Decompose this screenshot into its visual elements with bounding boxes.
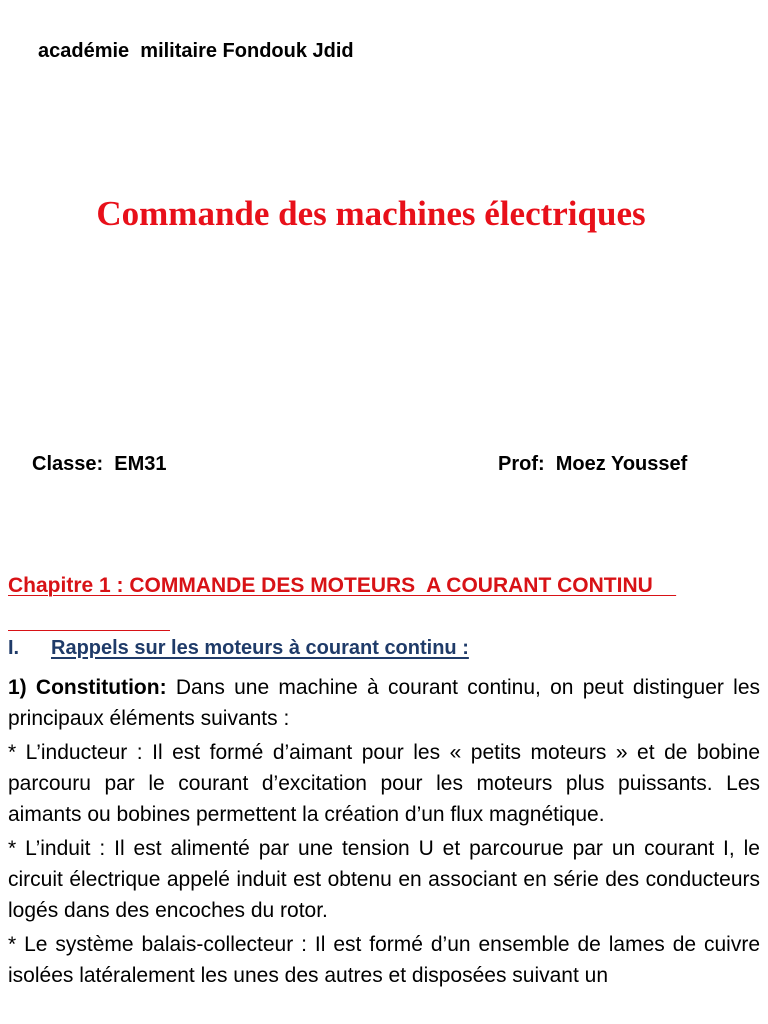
section-heading: Rappels sur les moteurs à courant continu : — [51, 637, 469, 659]
body-text — [8, 672, 760, 991]
chapter-divider — [8, 630, 170, 631]
institution-name: académie militaire Fondouk Jdid — [38, 40, 354, 62]
inducteur-paragraph: * L’inducteur : Il est formé d’aimant pour les « petits moteurs » et de bobine parcouru par le courant d’excitation pour les moteurs plus puissants. Les aimants ou bobines permettent la création d’un flux magnétique. — [8, 741, 760, 826]
constitution-label: 1) Constitution: — [8, 676, 167, 699]
induit-paragraph: * L’induit : Il est alimenté par une tension U et parcourue par un courant I, le circuit électrique appelé induit est obtenu en associant en série des conducteurs logés dans des encoches du rotor. — [8, 837, 760, 922]
constitution-paragraph — [8, 672, 760, 734]
class-label: Classe: EM31 — [32, 453, 167, 475]
professor-label: Prof: Moez Youssef — [498, 453, 688, 475]
balais-collecteur-paragraph: * Le système balais-collecteur : Il est formé d’un ensemble de lames de cuivre isolées latéralement les unes des autres et disposées suivant un — [8, 933, 760, 987]
chapter-heading: Chapitre 1 : COMMANDE DES MOTEURS A COURANT CONTINU — [8, 574, 677, 597]
section-number: I. — [8, 637, 20, 659]
document-title: Commande des machines électriques — [96, 194, 646, 233]
constitution-text: Dans une machine à courant continu, on peut distinguer les principaux éléments suivants : — [8, 676, 760, 730]
